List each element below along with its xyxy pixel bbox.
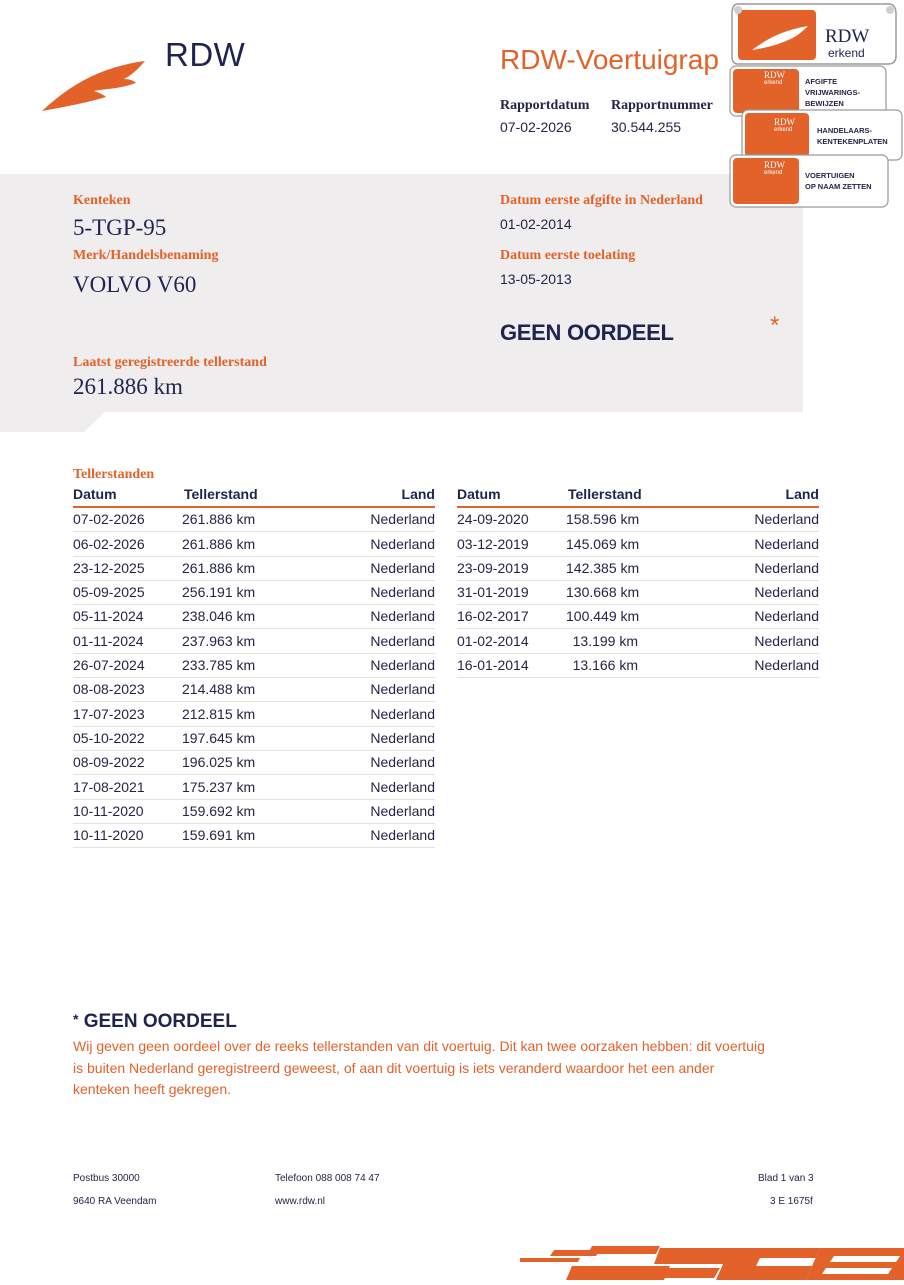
table-row [73,508,435,532]
brand-label: Merk/Handelsbenaming [73,248,219,263]
report-date-label: Rapportdatum [500,98,590,113]
reading-date: 26-07-2024 [73,657,145,674]
reading-country: Nederland [370,535,435,552]
reading-country: Nederland [754,511,819,528]
card2-erkend: erkend [774,127,793,133]
reading-country: Nederland [370,559,435,576]
reading-country: Nederland [370,729,435,746]
card1-line1: AFGIFTE [805,77,838,86]
reading-date: 03-12-2019 [457,535,529,552]
reading-km: 261.886 km [182,559,256,576]
header-km: Tellerstand [184,486,258,502]
table-row [457,629,819,653]
reading-km: 159.692 km [182,802,256,819]
table-row [457,605,819,629]
first-admission-label: Datum eerste toelating [500,248,636,263]
footer-page-number: Blad 1 van 3 [758,1173,814,1184]
table-row [73,800,435,824]
reading-date: 01-11-2024 [73,632,144,649]
reading-date: 10-11-2020 [73,827,144,844]
footer-doc-code: 3 E 1675f [770,1196,813,1207]
card2-line1: HANDELAARS- [817,126,872,135]
plate-label: Kenteken [73,193,131,208]
reading-country: Nederland [370,827,435,844]
reading-date: 31-01-2019 [457,584,529,601]
report-number-label: Rapportnummer [611,98,713,113]
table-row [457,654,819,678]
reading-date: 23-12-2025 [73,559,145,576]
table-row [73,557,435,581]
reading-date: 17-07-2023 [73,705,145,722]
reading-km: 13.199 km [572,632,638,649]
reading-country: Nederland [754,559,819,576]
reading-date: 01-02-2014 [457,632,529,649]
table-row [73,824,435,848]
report-number: 30.544.255 [611,119,682,135]
header-country: Land [401,486,435,502]
header-km: Tellerstand [568,486,642,502]
card2-logo: RDW [774,117,795,127]
readings-title: Tellerstanden [73,467,155,482]
plate-value: 5-TGP-95 [73,215,167,240]
reading-km: 142.385 km [566,559,640,576]
footer-website: www.rdw.nl [275,1196,326,1207]
reading-country: Nederland [754,657,819,674]
card1-erkend: erkend [764,80,783,86]
table-row [73,775,435,799]
card1-line2: VRIJWARINGS- [805,88,861,97]
report-title: RDW-Voertuigrap [500,44,719,75]
first-admission-value: 13-05-2013 [500,271,572,287]
footnote-text: Wij geven geen oordeel over de reeks tellerstanden van dit voertuig. Dit kan twee oorzaken hebben: dit voertuig is buiten Nederland geregistreerd geweest, of aan dit voertuig is iets veranderd waardoor het een ander kenteken heeft gekregen. [73,1038,765,1097]
header-date: Datum [73,486,117,502]
reading-country: Nederland [370,584,435,601]
reading-country: Nederland [754,535,819,552]
reading-date: 23-09-2019 [457,559,529,576]
reading-km: 212.815 km [182,705,256,722]
reading-km: 237.963 km [182,632,256,649]
verdict-asterisk: * [770,312,780,339]
reading-country: Nederland [370,778,435,795]
table-row [73,532,435,556]
reading-country: Nederland [370,632,435,649]
reading-country: Nederland [754,584,819,601]
reading-country: Nederland [370,681,435,698]
table-row [73,605,435,629]
reading-km: 261.886 km [182,511,256,528]
table-row [73,702,435,726]
table-header [457,486,819,508]
rdw-erkend-badge [728,0,904,210]
first-nl-value: 01-02-2014 [500,216,572,232]
header-date: Datum [457,486,501,502]
card1-line3: BEWIJZEN [805,99,844,108]
table-row [457,532,819,556]
reading-date: 06-02-2026 [73,535,145,552]
badge-logo-text: RDW [825,26,870,47]
table-header [73,486,435,508]
reading-country: Nederland [754,632,819,649]
footer-address-line2: 9640 RA Veendam [73,1196,157,1207]
rdw-logo-icon [40,55,150,120]
table-row [457,581,819,605]
readings-table-right [457,486,819,678]
panel-notch [0,412,105,432]
reading-km: 214.488 km [182,681,256,698]
table-row [73,727,435,751]
first-nl-label: Datum eerste afgifte in Nederland [500,193,703,208]
reading-km: 130.668 km [566,584,640,601]
header-country: Land [785,486,819,502]
reading-km: 159.691 km [182,827,256,844]
reading-date: 05-10-2022 [73,729,145,746]
card3-line1: VOERTUIGEN [805,171,855,180]
odometer-label: Laatst geregistreerde tellerstand [73,355,267,370]
reading-km: 261.886 km [182,535,256,552]
reading-country: Nederland [370,608,435,625]
card3-logo: RDW [764,160,785,170]
card1-logo: RDW [764,70,785,80]
footnote-title [73,1011,237,1033]
reading-date: 16-02-2017 [457,608,529,625]
reading-country: Nederland [370,657,435,674]
table-row [73,751,435,775]
footnote-star: * [73,1011,79,1027]
reading-km: 13.166 km [572,657,638,674]
reading-country: Nederland [370,802,435,819]
reading-km: 238.046 km [182,608,256,625]
reading-km: 145.069 km [566,535,640,552]
reading-date: 05-09-2025 [73,584,145,601]
reading-date: 08-08-2023 [73,681,145,698]
reading-country: Nederland [370,511,435,528]
reading-date: 05-11-2024 [73,608,144,625]
footer-address-line1: Postbus 30000 [73,1173,140,1184]
reading-km: 197.645 km [182,729,256,746]
reading-km: 100.449 km [566,608,640,625]
table-row [457,557,819,581]
brand-value: VOLVO V60 [73,272,197,297]
card3-erkend: erkend [764,170,783,176]
reading-country: Nederland [370,705,435,722]
table-row [73,629,435,653]
table-row [73,654,435,678]
odometer-value: 261.886 km [73,374,183,399]
verdict-text: GEEN OORDEEL [500,320,674,345]
badge-erkend: erkend [828,46,865,60]
reading-date: 16-01-2014 [457,657,529,674]
reading-date: 17-08-2021 [73,778,145,795]
reading-date: 08-09-2022 [73,754,145,771]
reading-country: Nederland [370,754,435,771]
reading-km: 233.785 km [182,657,256,674]
reading-km: 196.025 km [182,754,256,771]
report-date: 07-02-2026 [500,119,572,135]
decorative-stripes-icon [520,1244,904,1285]
reading-km: 175.237 km [182,778,256,795]
table-row [73,678,435,702]
rdw-logo-text: RDW [165,36,246,73]
table-row [457,508,819,532]
card2-line2: KENTEKENPLATEN [817,137,888,146]
reading-date: 24-09-2020 [457,511,529,528]
reading-km: 256.191 km [182,584,256,601]
reading-km: 158.596 km [566,511,640,528]
footnote-heading: GEEN OORDEEL [83,1011,237,1032]
reading-country: Nederland [754,608,819,625]
reading-date: 10-11-2020 [73,802,144,819]
readings-table-left [73,486,435,848]
reading-date: 07-02-2026 [73,511,145,528]
card3-line2: OP NAAM ZETTEN [805,182,872,191]
footer-phone: Telefoon 088 008 74 47 [275,1173,380,1184]
table-row [73,581,435,605]
